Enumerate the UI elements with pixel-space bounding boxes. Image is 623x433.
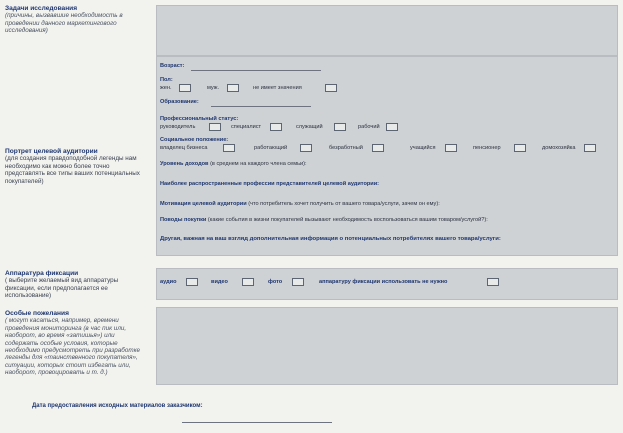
motivation-row [160, 201, 440, 207]
social-student-checkbox[interactable] [445, 144, 457, 152]
social-owner-checkbox[interactable] [223, 144, 235, 152]
status-employee-checkbox[interactable] [334, 123, 346, 131]
social-unemployed-checkbox[interactable] [372, 144, 384, 152]
research-tasks-box[interactable] [156, 5, 618, 56]
recording-photo-label: фото [268, 279, 283, 285]
special-title: Особые пожелания [5, 310, 69, 317]
social-pensioner-checkbox[interactable] [514, 144, 526, 152]
income-note: (в среднем на каждого члена семьи): [210, 161, 307, 167]
recording-label [5, 270, 145, 300]
recording-box [156, 268, 618, 300]
status-specialist-checkbox[interactable] [270, 123, 282, 131]
recording-title: Аппаратура фиксации [5, 270, 79, 277]
sex-female-checkbox[interactable] [179, 84, 191, 92]
special-note: ( могут касаться, например, времени проведения мониторинга (в час пик или, наоборот, во время «затишья») или содержать особые условия, которые необходимо предусмотреть при разработке легенды для «таинственного покупателя», ситуации, которых стоит избегать или, наоборот, провоцировать и т. д.) [5, 317, 141, 377]
sex-any-checkbox[interactable] [325, 84, 337, 92]
date-label: Дата предоставления исходных материалов заказчиком: [32, 403, 203, 409]
special-box[interactable] [156, 307, 618, 385]
audience-box [156, 56, 618, 256]
research-tasks-title: Задачи исследования [5, 5, 78, 12]
audience-label [5, 148, 145, 185]
social-unemployed-label: безработный [329, 145, 363, 151]
recording-none-label: аппаратуру фиксации использовать не нужно [319, 279, 448, 285]
status-worker-label: рабочий [358, 124, 380, 130]
sex-any-label: не имеет значения [253, 85, 302, 91]
education-field[interactable] [211, 106, 311, 107]
professions-label: Наиболее распространенные профессии представителей целевой аудитории: [160, 181, 380, 187]
age-field[interactable] [191, 70, 321, 71]
recording-audio-checkbox[interactable] [186, 278, 198, 286]
recording-video-checkbox[interactable] [242, 278, 254, 286]
recording-photo-checkbox[interactable] [292, 278, 304, 286]
age-label: Возраст: [160, 63, 185, 69]
status-worker-checkbox[interactable] [386, 123, 398, 131]
income-label: Уровень доходов [160, 161, 209, 167]
recording-note: ( выберите желаемый вид аппаратуры фиксации, если предполагается ее использование) [5, 277, 119, 300]
status-employee-label: служащий [296, 124, 323, 130]
motivation-note: (что потребитель хочет получить от вашего товара/услуги, зачем он ему): [248, 201, 440, 207]
audience-note: (для создания правдоподобной легенды нам необходимо как можно более точно представлять все типы ваших потенциальных покупателей) [5, 155, 140, 185]
status-specialist-label: специалист [231, 124, 262, 130]
research-tasks-label [5, 5, 145, 35]
recording-audio-label: аудио [160, 279, 177, 285]
social-working-label: работающий [254, 145, 288, 151]
income-row [160, 161, 307, 167]
research-tasks-note: (причины, вызвавшие необходимость в проведении данного маркетингового исследования) [5, 12, 123, 35]
social-working-checkbox[interactable] [300, 144, 312, 152]
reasons-row [160, 217, 488, 223]
sex-male-checkbox[interactable] [227, 84, 239, 92]
social-owner-label: владелец бизнеса [160, 145, 208, 151]
social-student-label: учащийся [410, 145, 436, 151]
recording-none-checkbox[interactable] [487, 278, 499, 286]
status-label: Профессиональный статус: [160, 116, 239, 122]
social-housewife-label: домохозяйка [542, 145, 576, 151]
social-housewife-checkbox[interactable] [584, 144, 596, 152]
other-info-label: Другая, важная на ваш взгляд дополнительная информация о потенциальных потребителях вашего товара/услуги: [160, 236, 501, 242]
reasons-label: Поводы покупки [160, 217, 207, 223]
sex-male-label: муж. [207, 85, 220, 91]
reasons-note: (какие события в жизни покупателей вызывают необходимость воспользоваться вашим товаром/услугой?): [207, 217, 488, 223]
motivation-label: Мотивация целевой аудитории [160, 201, 247, 207]
sex-label: Пол: [160, 77, 173, 83]
social-pensioner-label: пенсионер [473, 145, 501, 151]
status-manager-label: руководитель [160, 124, 196, 130]
status-manager-checkbox[interactable] [209, 123, 221, 131]
education-label: Образование: [160, 99, 199, 105]
sex-female-label: жен. [160, 85, 172, 91]
social-label: Социальное положение: [160, 137, 229, 143]
date-field[interactable] [182, 422, 332, 423]
special-label [5, 310, 145, 377]
audience-title: Портрет целевой аудитории [5, 148, 98, 155]
recording-video-label: видео [211, 279, 228, 285]
